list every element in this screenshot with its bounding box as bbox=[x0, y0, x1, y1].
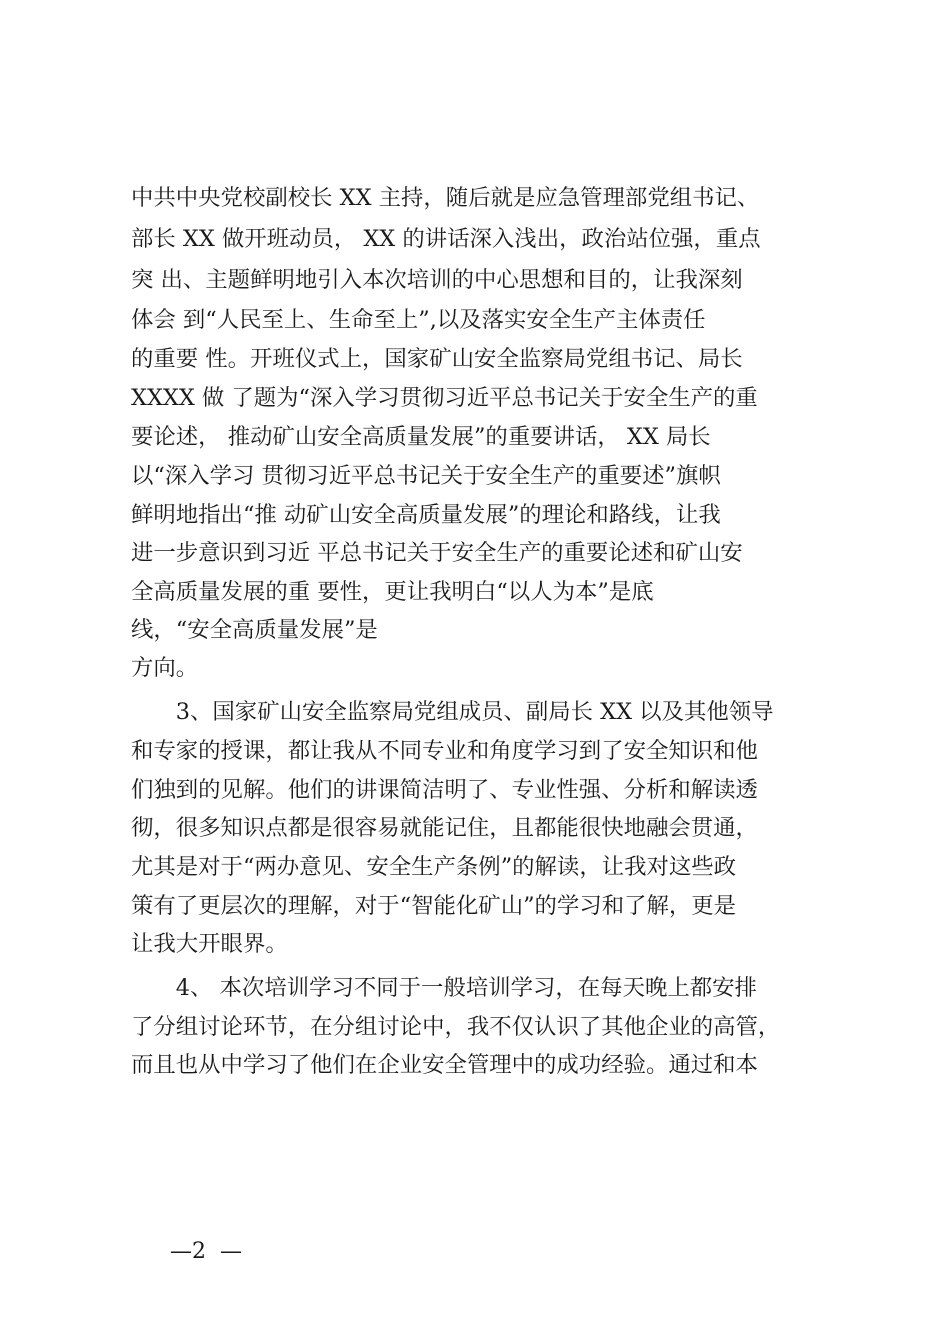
body-text-line: 了分组讨论环节，在分组讨论中，我不仅认识了其他企业的高管， bbox=[131, 1014, 781, 1040]
body-text-line: 而且也从中学习了他们在企业安全管理中的成功经验。通过和本 bbox=[131, 1052, 758, 1078]
body-text-line: 策有了更层次的理解，对于“智能化矿山”的学习和了解，更是 bbox=[131, 893, 737, 919]
body-text-line: 中共中央党校副校长 XX 主持，随后就是应急管理部党组书记、 bbox=[131, 185, 760, 211]
body-text-line: 和专家的授课，都让我从不同专业和角度学习到了安全知识和他 bbox=[131, 738, 758, 764]
body-text-line: 鲜明地指出“推 动矿山安全高质量发展”的理论和路线，让我 bbox=[131, 502, 721, 528]
body-text-line: 全高质量发展的重 要性，更让我明白“以人为本”是底 bbox=[131, 579, 654, 605]
body-text-line: 方向。 bbox=[131, 655, 199, 681]
body-text-line: 尤其是对于“两办意见、安全生产条例”的解读，让我对这些政 bbox=[131, 854, 737, 880]
body-text-line: 线，“安全高质量发展”是 bbox=[131, 617, 378, 643]
body-text-line: 们独到的见解。他们的讲课简洁明了、专业性强、分析和解读透 bbox=[131, 777, 758, 803]
body-text-line: 3、国家矿山安全监察局党组成员、副局长 XX 以及其他领导 bbox=[131, 699, 774, 725]
body-text-line: 彻，很多知识点都是很容易就能记住，且都能很快地融会贯通， bbox=[131, 815, 758, 841]
body-text-line: 体会 到“人民至上、生命至上”,以及落实安全生产主体责任 bbox=[131, 307, 706, 333]
body-text-line: 4、 本次培训学习不同于一般培训学习，在每天晚上都安排 bbox=[131, 975, 757, 1001]
body-text-line: XXXX 做 了题为“深入学习贯彻习近平总书记关于安全生产的重 bbox=[131, 385, 758, 411]
body-text-line: 要论述， 推动矿山安全高质量发展”的重要讲话， XX 局长 bbox=[131, 424, 711, 450]
body-text-line: 进一步意识到习近 平总书记关于安全生产的重要论述和矿山安 bbox=[131, 540, 743, 566]
body-text-line: 的重要 性。开班仪式上，国家矿山安全监察局党组书记、局长 bbox=[131, 346, 743, 372]
body-text-line: 部长 XX 做开班动员， XX 的讲话深入浅出，政治站位强，重点 bbox=[131, 226, 761, 252]
body-text-line: 让我大开眼界。 bbox=[131, 931, 288, 957]
body-text-line: 以“深入学习 贯彻习近平总书记关于安全生产的重要述”旗帜 bbox=[131, 463, 721, 489]
page-number: —2 — bbox=[170, 1239, 242, 1264]
body-text-line: 突 出、主题鲜明地引入本次培训的中心思想和目的，让我深刻 bbox=[131, 267, 743, 293]
